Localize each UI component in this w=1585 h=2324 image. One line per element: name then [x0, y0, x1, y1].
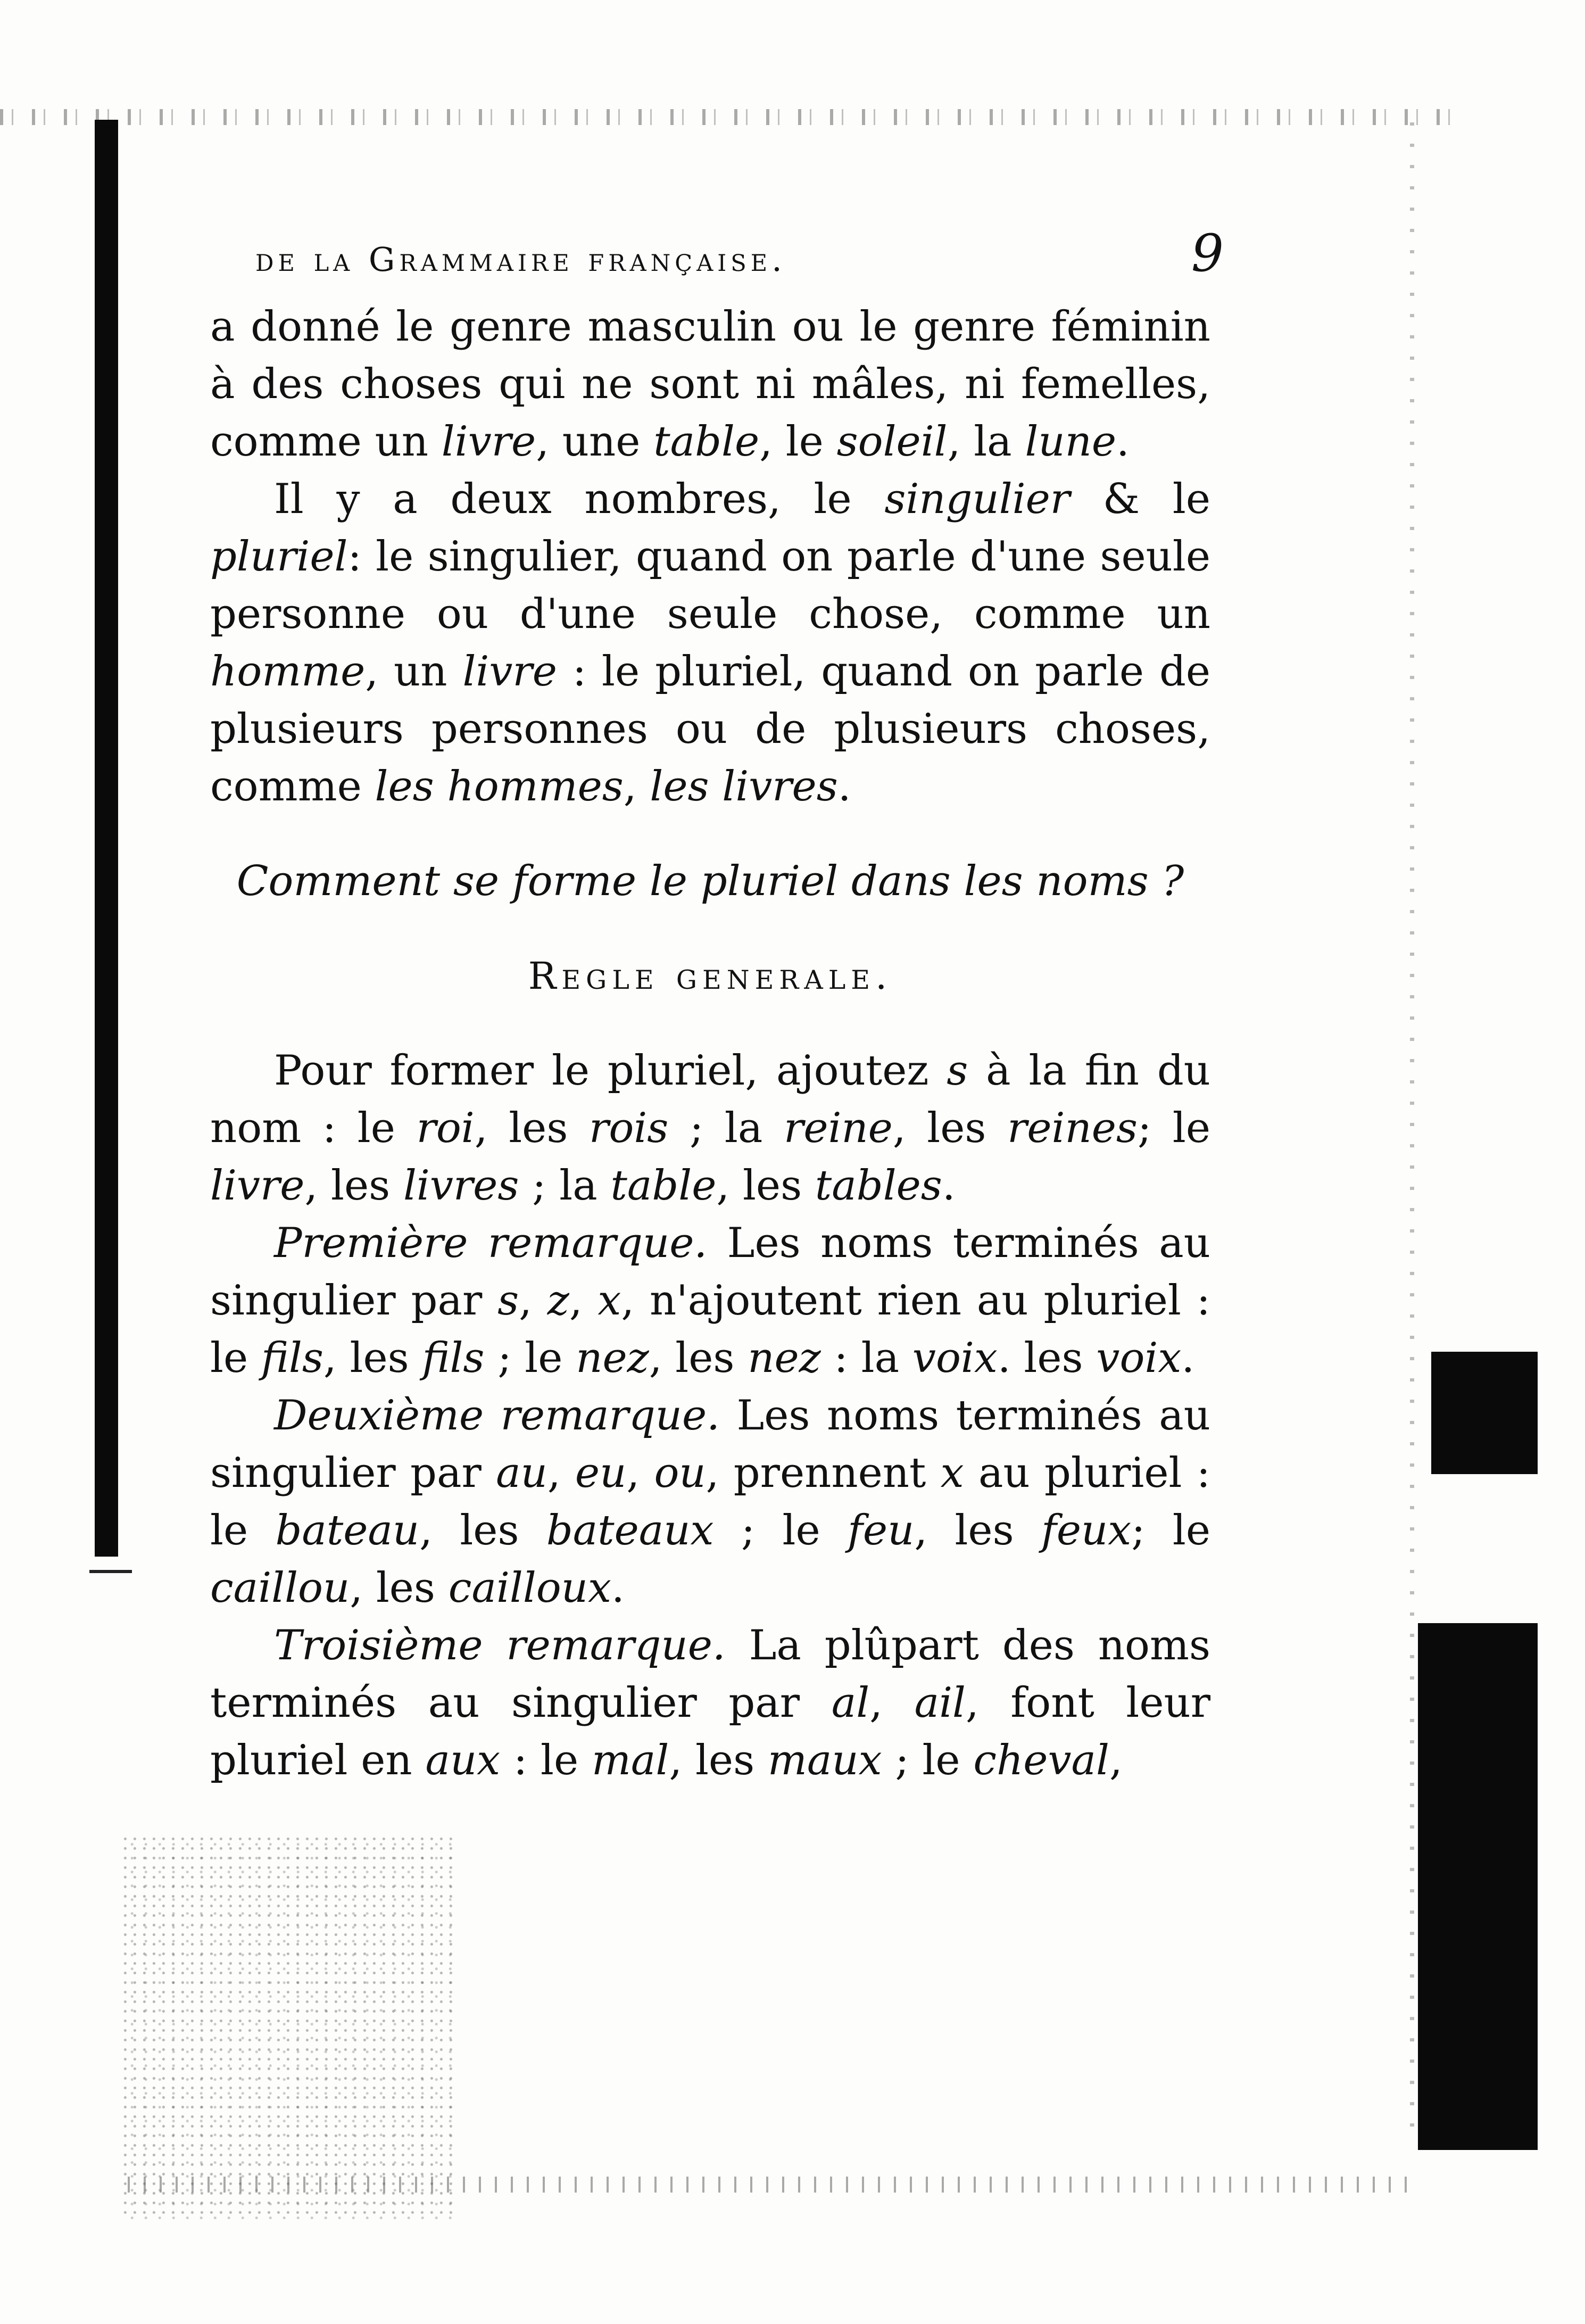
- scan-bottom-edge: [128, 2177, 1415, 2193]
- text-run: ; la: [689, 1104, 763, 1152]
- italic-term: livre: [462, 648, 557, 696]
- text-run: .: [942, 1162, 956, 1210]
- text-run: ,: [626, 1449, 640, 1497]
- text-run: . les: [997, 1334, 1083, 1382]
- text-run: ; le: [895, 1736, 960, 1784]
- text-run: , les: [350, 1564, 435, 1612]
- remark-label: Troisième remarque.: [274, 1622, 726, 1669]
- italic-term: table: [653, 418, 760, 466]
- remark-label: Deuxième remarque.: [274, 1392, 720, 1440]
- italic-term: rois: [589, 1104, 669, 1152]
- text-run: .: [1116, 418, 1130, 466]
- italic-term: ail: [914, 1679, 966, 1727]
- page-body: [210, 298, 1210, 1789]
- italic-term: voix: [1096, 1334, 1182, 1382]
- italic-term: au: [496, 1449, 547, 1497]
- italic-term: z: [547, 1277, 569, 1325]
- italic-term: reine: [784, 1104, 893, 1152]
- text-run: Il y a deux nombres, le: [274, 475, 852, 523]
- text-run: au pluriel : le: [210, 1449, 1211, 1554]
- text-run: , prennent: [706, 1449, 926, 1497]
- text-run: a donné le genre masculin ou le genre féminin à des choses qui ne sont ni mâles, ni femelles, comme un: [210, 303, 1210, 466]
- text-run: ; le: [497, 1334, 563, 1382]
- italic-term: mal: [591, 1736, 669, 1784]
- text-run: , la: [947, 418, 1012, 466]
- italic-term: eu: [575, 1449, 627, 1497]
- scan-right-edge: [1410, 122, 1414, 2145]
- text-run: ,: [1109, 1736, 1123, 1784]
- text-run: ; le: [741, 1507, 820, 1554]
- italic-term: feux: [1041, 1507, 1132, 1554]
- text-run: ,: [623, 763, 637, 810]
- paragraph-remark-2: [210, 1387, 1210, 1617]
- text-run: .: [611, 1564, 625, 1612]
- text-run: ; le: [1131, 1507, 1211, 1554]
- text-run: : le pluriel, quand on parle de plusieurs personnes ou de plusieurs choses, comme: [210, 648, 1211, 810]
- italic-term: s: [947, 1047, 968, 1095]
- scan-gutter-shadow: [95, 120, 118, 1557]
- italic-term: table: [610, 1162, 717, 1210]
- italic-term: pluriel: [210, 533, 348, 581]
- scan-dark-block-upper: [1431, 1352, 1538, 1474]
- text-run: ,: [547, 1449, 561, 1497]
- text-run: ; la: [532, 1162, 598, 1210]
- section-question: Comment se forme le pluriel dans les noms ?: [236, 857, 1184, 905]
- italic-term: lune: [1025, 418, 1117, 466]
- scan-smudge: [122, 1836, 452, 2219]
- running-head: [255, 224, 1224, 282]
- spacer: [210, 1005, 1210, 1042]
- spacer: [210, 910, 1210, 947]
- page-number: 9: [1191, 224, 1224, 283]
- text-run: , les: [419, 1507, 519, 1554]
- paragraph-general-rule: [210, 1042, 1210, 1214]
- text-run: , un: [365, 648, 447, 696]
- italic-term: livre: [210, 1162, 305, 1210]
- scan-gutter-mark: [89, 1570, 132, 1573]
- italic-term: x: [598, 1277, 621, 1325]
- remark-label: Première remarque.: [274, 1219, 708, 1267]
- text-run: .: [837, 763, 851, 810]
- text-run: & le: [1102, 475, 1210, 523]
- italic-term: voix: [912, 1334, 998, 1382]
- italic-term: roi: [416, 1104, 475, 1152]
- text-run: , les: [649, 1334, 735, 1382]
- text-run: , font leur pluriel en: [210, 1679, 1211, 1784]
- italic-term: ou: [654, 1449, 706, 1497]
- italic-term: fils: [261, 1334, 323, 1382]
- italic-term: reines: [1007, 1104, 1138, 1152]
- section-heading: Regle generale.: [528, 954, 893, 998]
- italic-term: caillou: [210, 1564, 350, 1612]
- text-run: Les noms terminés au singulier par: [210, 1219, 1211, 1325]
- italic-term: cailloux: [448, 1564, 611, 1612]
- text-run: : le singulier, quand on parle d'une seule personne ou d'une seule chose, comme un: [210, 533, 1210, 638]
- text-run: Pour former le pluriel, ajoutez: [274, 1047, 929, 1095]
- text-run: , les: [323, 1334, 409, 1382]
- spacer: [210, 815, 1210, 853]
- paragraph-gender: [210, 298, 1210, 470]
- italic-term: feu: [848, 1507, 915, 1554]
- italic-term: singulier: [884, 475, 1071, 523]
- scan-dark-block-lower: [1418, 1623, 1538, 2150]
- text-run: ,: [569, 1277, 583, 1325]
- italic-term: homme: [210, 648, 366, 696]
- text-run: , n'ajoutent rien au pluriel : le: [210, 1277, 1210, 1382]
- text-run: ; le: [1137, 1104, 1210, 1152]
- italic-term: les hommes: [375, 763, 624, 810]
- italic-term: x: [940, 1449, 964, 1497]
- text-run: , les: [892, 1104, 986, 1152]
- text-run: à la fin du nom : le: [210, 1047, 1211, 1152]
- italic-term: bateaux: [546, 1507, 714, 1554]
- italic-term: cheval: [973, 1736, 1109, 1784]
- italic-term: soleil: [836, 418, 948, 466]
- text-run: : le: [513, 1736, 579, 1784]
- text-run: .: [1181, 1334, 1195, 1382]
- paragraph-number: [210, 470, 1210, 815]
- text-run: ,: [519, 1277, 532, 1325]
- italic-term: nez: [748, 1334, 821, 1382]
- scan-top-edge: [0, 109, 1458, 125]
- italic-term: tables: [815, 1162, 942, 1210]
- paragraph-remark-3: [210, 1617, 1210, 1789]
- text-run: , les: [669, 1736, 755, 1784]
- italic-term: fils: [422, 1334, 485, 1382]
- italic-term: livre: [441, 418, 536, 466]
- paragraph-remark-1: [210, 1214, 1210, 1387]
- italic-term: maux: [767, 1736, 882, 1784]
- text-run: , les: [914, 1507, 1014, 1554]
- italic-term: nez: [576, 1334, 649, 1382]
- text-run: : la: [834, 1334, 900, 1382]
- italic-term: aux: [425, 1736, 501, 1784]
- text-run: , une: [536, 418, 641, 466]
- italic-term: livres: [403, 1162, 519, 1210]
- text-run: La plûpart des noms terminés au singulier par: [210, 1622, 1211, 1727]
- text-run: Les noms terminés au singulier par: [210, 1392, 1210, 1497]
- italic-term: s: [497, 1277, 519, 1325]
- text-run: ,: [869, 1679, 883, 1727]
- italic-term: bateau: [275, 1507, 420, 1554]
- italic-term: les livres: [650, 763, 838, 810]
- text-run: , les: [474, 1104, 568, 1152]
- text-run: , le: [759, 418, 824, 466]
- running-head-title: de la Grammaire française.: [255, 240, 786, 279]
- italic-term: al: [831, 1679, 870, 1727]
- text-run: , les: [716, 1162, 802, 1210]
- text-run: , les: [304, 1162, 391, 1210]
